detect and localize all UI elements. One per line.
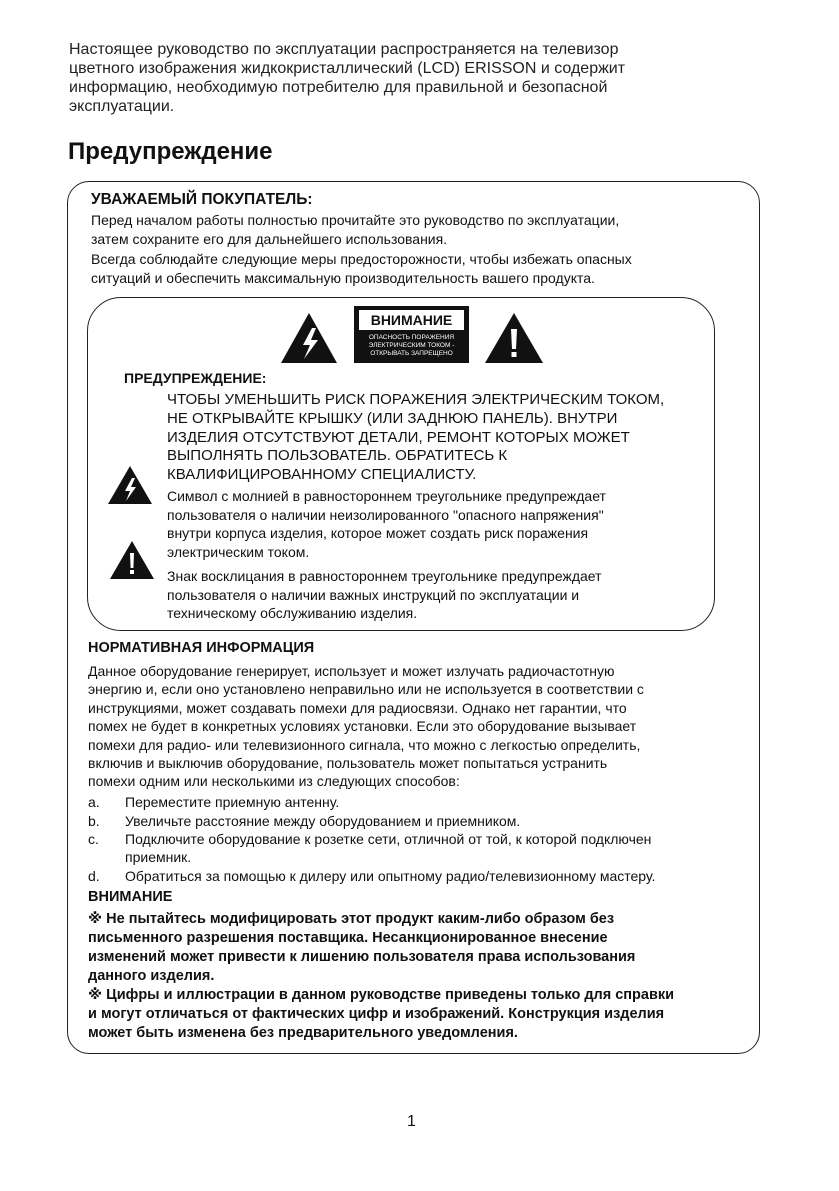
warning-line: ВЫПОЛНЯТЬ ПОЛЬЗОВАТЕЛЬ. ОБРАТИТЕСЬ К (167, 447, 508, 465)
regulatory-line: помех не будет в конкретных условиях установки. Если это оборудование вызывает (88, 718, 637, 735)
list-text: Переместите приемную антенну. (125, 794, 340, 810)
intro-paragraph (69, 40, 769, 116)
symbol-line: пользователя о наличии неизолированного "опасного напряжения" (167, 506, 604, 523)
customer-paragraph (91, 211, 731, 288)
regulatory-line: Данное оборудование генерирует, использует и может излучать радиочастотную (88, 663, 615, 679)
regulatory-title: НОРМАТИВНАЯ ИНФОРМАЦИЯ (88, 640, 315, 656)
page-heading: Предупреждение (68, 138, 273, 165)
symbol-line: пользователя о наличии важных инструкций по эксплуатации и (167, 586, 580, 603)
customer-line: затем сохраните его для дальнейшего использования. (91, 231, 448, 248)
attention-line: данного изделия. (88, 968, 215, 984)
regulatory-line: энергию и, если оно установлено неправильно или не используется в соответствии с (88, 681, 644, 698)
warning-line: КВАЛИФИЦИРОВАННОМУ СПЕЦИАЛИСТУ. (167, 466, 477, 484)
regulatory-line: инструкциями, может создавать помехи для радиосвязи. Однако нет гарантии, что (88, 699, 627, 716)
intro-line: цветного изображения жидкокристаллический (LCD) ERISSON и содержит (69, 60, 626, 77)
caution-label-line: ЭЛЕКТРИЧЕСКИМ ТОКОМ - (368, 342, 455, 349)
intro-line: информацию, необходимую потребителю для правильной и безопасной (69, 79, 608, 96)
regulatory-paragraph (88, 662, 748, 791)
warning-text (167, 391, 707, 485)
attention-line: и могут отличаться от фактических цифр и изображений. Конструкция изделия (88, 1006, 665, 1022)
warning-line: ИЗДЕЛИЯ ОТСУТСТВУЮТ ДЕТАЛИ, РЕМОНТ КОТОРЫХ МОЖЕТ (167, 428, 630, 446)
symbol-line: Символ с молнией в равностороннем треугольнике предупреждает (167, 488, 606, 504)
lightning-warning-icon (279, 311, 339, 365)
lightning-symbol-text (167, 487, 707, 561)
caution-label-title: ВНИМАНИЕ (359, 310, 464, 330)
regulatory-line: помехи одним или несколькими из следующих способов: (88, 773, 460, 790)
warning-line: ЧТОБЫ УМЕНЬШИТЬ РИСК ПОРАЖЕНИЯ ЭЛЕКТРИЧЕСКИМ ТОКОМ, (167, 391, 665, 408)
list-marker: c. (88, 831, 99, 847)
attention-line: изменений может привести к лишению пользователя права использования (88, 949, 636, 965)
intro-line: эксплуатации. (69, 98, 175, 115)
list-marker: a. (88, 794, 100, 810)
list-text: Подключите оборудование к розетке сети, отличной от той, к которой подключен (125, 831, 652, 847)
customer-line: Всегда соблюдайте следующие меры предосторожности, чтобы избежать опасных (91, 250, 632, 267)
regulatory-line: помехи для радио- или телевизионного сигнала, что можно с легкостью определить, (88, 736, 641, 753)
caution-label-line: ОПАСНОСТЬ ПОРАЖЕНИЯ (368, 334, 455, 341)
exclamation-symbol-icon (109, 540, 155, 580)
list-marker: d. (88, 868, 100, 884)
symbol-line: Знак восклицания в равностороннем треугольнике предупреждает (167, 568, 602, 584)
customer-title: УВАЖАЕМЫЙ ПОКУПАТЕЛЬ: (91, 191, 313, 208)
attention-note-2 (88, 986, 753, 1043)
symbol-line: техническому обслуживанию изделия. (167, 605, 418, 621)
intro-line: Настоящее руководство по эксплуатации распространяется на телевизор (69, 41, 619, 58)
warning-line: НЕ ОТКРЫВАЙТЕ КРЫШКУ (ИЛИ ЗАДНЮЮ ПАНЕЛЬ). ВНУТРИ (167, 409, 618, 427)
warning-label: ПРЕДУПРЕЖДЕНИЕ: (124, 370, 267, 386)
customer-line: Перед началом работы полностью прочитайте это руководство по эксплуатации, (91, 212, 620, 228)
symbol-line: электрическим током. (167, 543, 310, 560)
list-text: Обратиться за помощью к дилеру или опытному радио/телевизионному мастеру. (125, 868, 656, 884)
attention-line: ※ Не пытайтесь модифицировать этот продукт каким-либо образом без (88, 911, 615, 927)
lightning-symbol-icon (107, 465, 153, 505)
attention-note-1 (88, 910, 753, 986)
list-text: Увеличьте расстояние между оборудованием и приемником. (125, 813, 521, 829)
caution-label (354, 306, 469, 363)
attention-line: письменного разрешения поставщика. Несанкционированное внесение (88, 930, 608, 946)
regulatory-line: включив и выключив оборудование, пользователь может попытаться устранить (88, 755, 608, 772)
exclamation-warning-icon (483, 311, 545, 365)
symbol-line: внутри корпуса изделия, которое может создать риск поражения (167, 525, 589, 541)
attention-line: может быть изменена без предварительного уведомления. (88, 1025, 518, 1041)
page-number: 1 (407, 1113, 416, 1130)
attention-line: ※ Цифры и иллюстрации в данном руководстве приведены только для справки (88, 987, 675, 1003)
caution-label-line: ОТКРЫВАТЬ ЗАПРЕЩЕНО (370, 350, 453, 357)
exclamation-symbol-text (167, 567, 707, 623)
list-text: приемник. (125, 849, 192, 865)
customer-line: ситуаций и обеспечить максимальную производительность вашего продукта. (91, 269, 595, 286)
list-marker: b. (88, 813, 100, 829)
attention-title: ВНИМАНИЕ (88, 889, 173, 905)
